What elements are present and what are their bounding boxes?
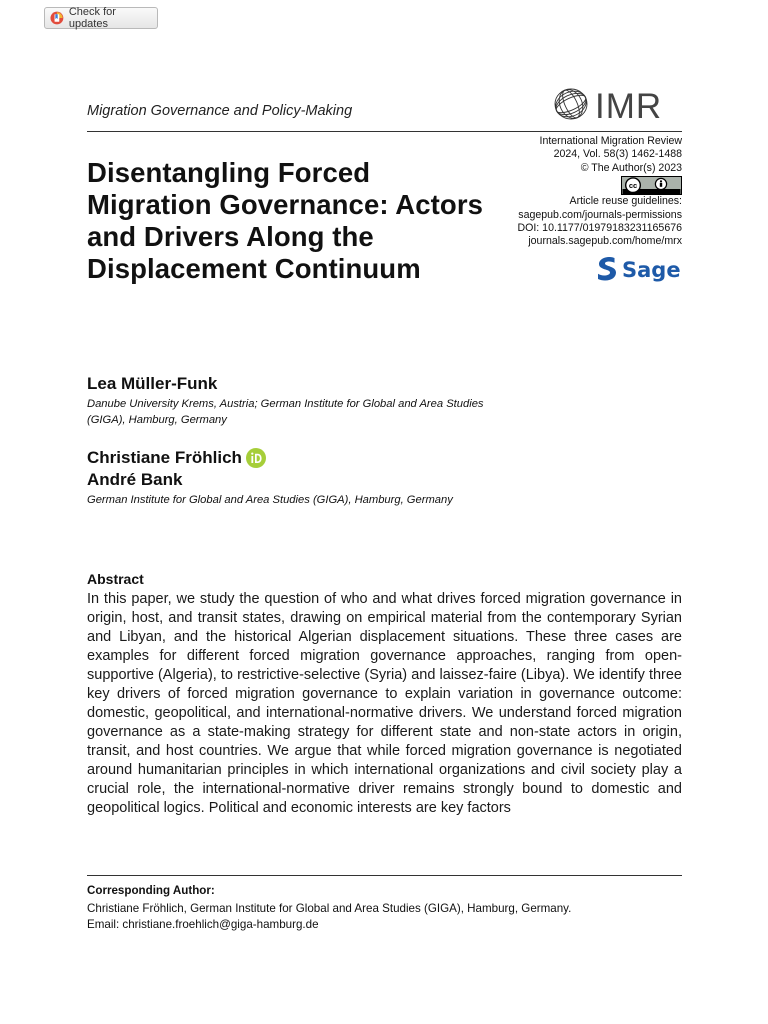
copyright: © The Author(s) 2023 bbox=[580, 161, 682, 174]
check-for-updates-label: Check for updates bbox=[68, 6, 116, 30]
imr-globe-logo bbox=[553, 86, 683, 122]
header-rule bbox=[87, 131, 682, 132]
check-for-updates-button[interactable] bbox=[44, 7, 158, 29]
svg-text:cc: cc bbox=[628, 181, 638, 191]
permissions-link[interactable]: sagepub.com/journals-permissions bbox=[518, 208, 682, 221]
abstract-heading: Abstract bbox=[87, 571, 144, 587]
svg-text:Sage: Sage bbox=[622, 258, 681, 282]
corresponding-author-address: Christiane Fröhlich, German Institute for Global and Area Studies (GIGA), Hamburg, Germany. bbox=[87, 902, 572, 915]
volume-info: 2024, Vol. 58(3) 1462-1488 bbox=[553, 148, 682, 161]
abstract-text: In this paper, we study the question of who and what drives forced migration governance in origin, host, and transit states, drawing on empirical material from the contemporary Syrian and Libyan, and the historical Algerian displacement situations. These three cases are examples for different forced migration governance approaches, ranging from open-supportive (Algeria), to restrictive-selective (Syria) and laissez-faire (Libya). We identify three key drivers of forced migration governance to explain variation in governance outcome: domestic, geopolitical, and international-normative drivers. We understand forced migration governance as a state-making strategy for different state and non-state actors in origin, transit, and host countries. We argue that while forced migration governance is negotiated around humanitarian principles in which international organizations and civil society play a crucial role, the international-normative driver remains strongly bound to domestic and geopolitical logics. Political and economic interests are key factors bbox=[87, 591, 682, 816]
crossmark-icon bbox=[50, 11, 64, 25]
orcid-icon[interactable] bbox=[246, 448, 266, 468]
author-name: Christiane Fröhlich bbox=[87, 448, 242, 467]
creative-commons-icon[interactable] bbox=[621, 176, 682, 195]
author-affiliation: German Institute for Global and Area Studies (GIGA), Hamburg, Germany bbox=[87, 494, 453, 506]
doi[interactable]: DOI: 10.1177/01979183231165676 bbox=[517, 222, 682, 235]
corresponding-author-heading: Corresponding Author: bbox=[87, 884, 215, 897]
author-affiliation: Danube University Krems, Austria; German Institute for Global and Area Studies (GIGA), Hamburg, Germany bbox=[87, 398, 484, 426]
author-name: Lea Müller-Funk bbox=[87, 374, 218, 393]
journal-name: International Migration Review bbox=[539, 135, 682, 147]
reuse-guidelines-label: Article reuse guidelines: bbox=[569, 195, 682, 208]
footer-rule bbox=[87, 875, 682, 876]
author-entry bbox=[87, 448, 266, 468]
article-title: Disentangling Forced Migration Governance: Actors and Drivers Along the Displacement Continuum bbox=[87, 157, 484, 284]
svg-text:IMR: IMR bbox=[595, 87, 663, 122]
sage-logo bbox=[596, 253, 682, 283]
corresponding-author-email[interactable]: Email: christiane.froehlich@giga-hamburg.de bbox=[87, 918, 319, 931]
journal-home-link[interactable]: journals.sagepub.com/home/mrx bbox=[528, 235, 682, 248]
section-label: Migration Governance and Policy-Making bbox=[87, 103, 353, 119]
article-metadata bbox=[442, 135, 682, 249]
author-name: André Bank bbox=[87, 470, 183, 489]
